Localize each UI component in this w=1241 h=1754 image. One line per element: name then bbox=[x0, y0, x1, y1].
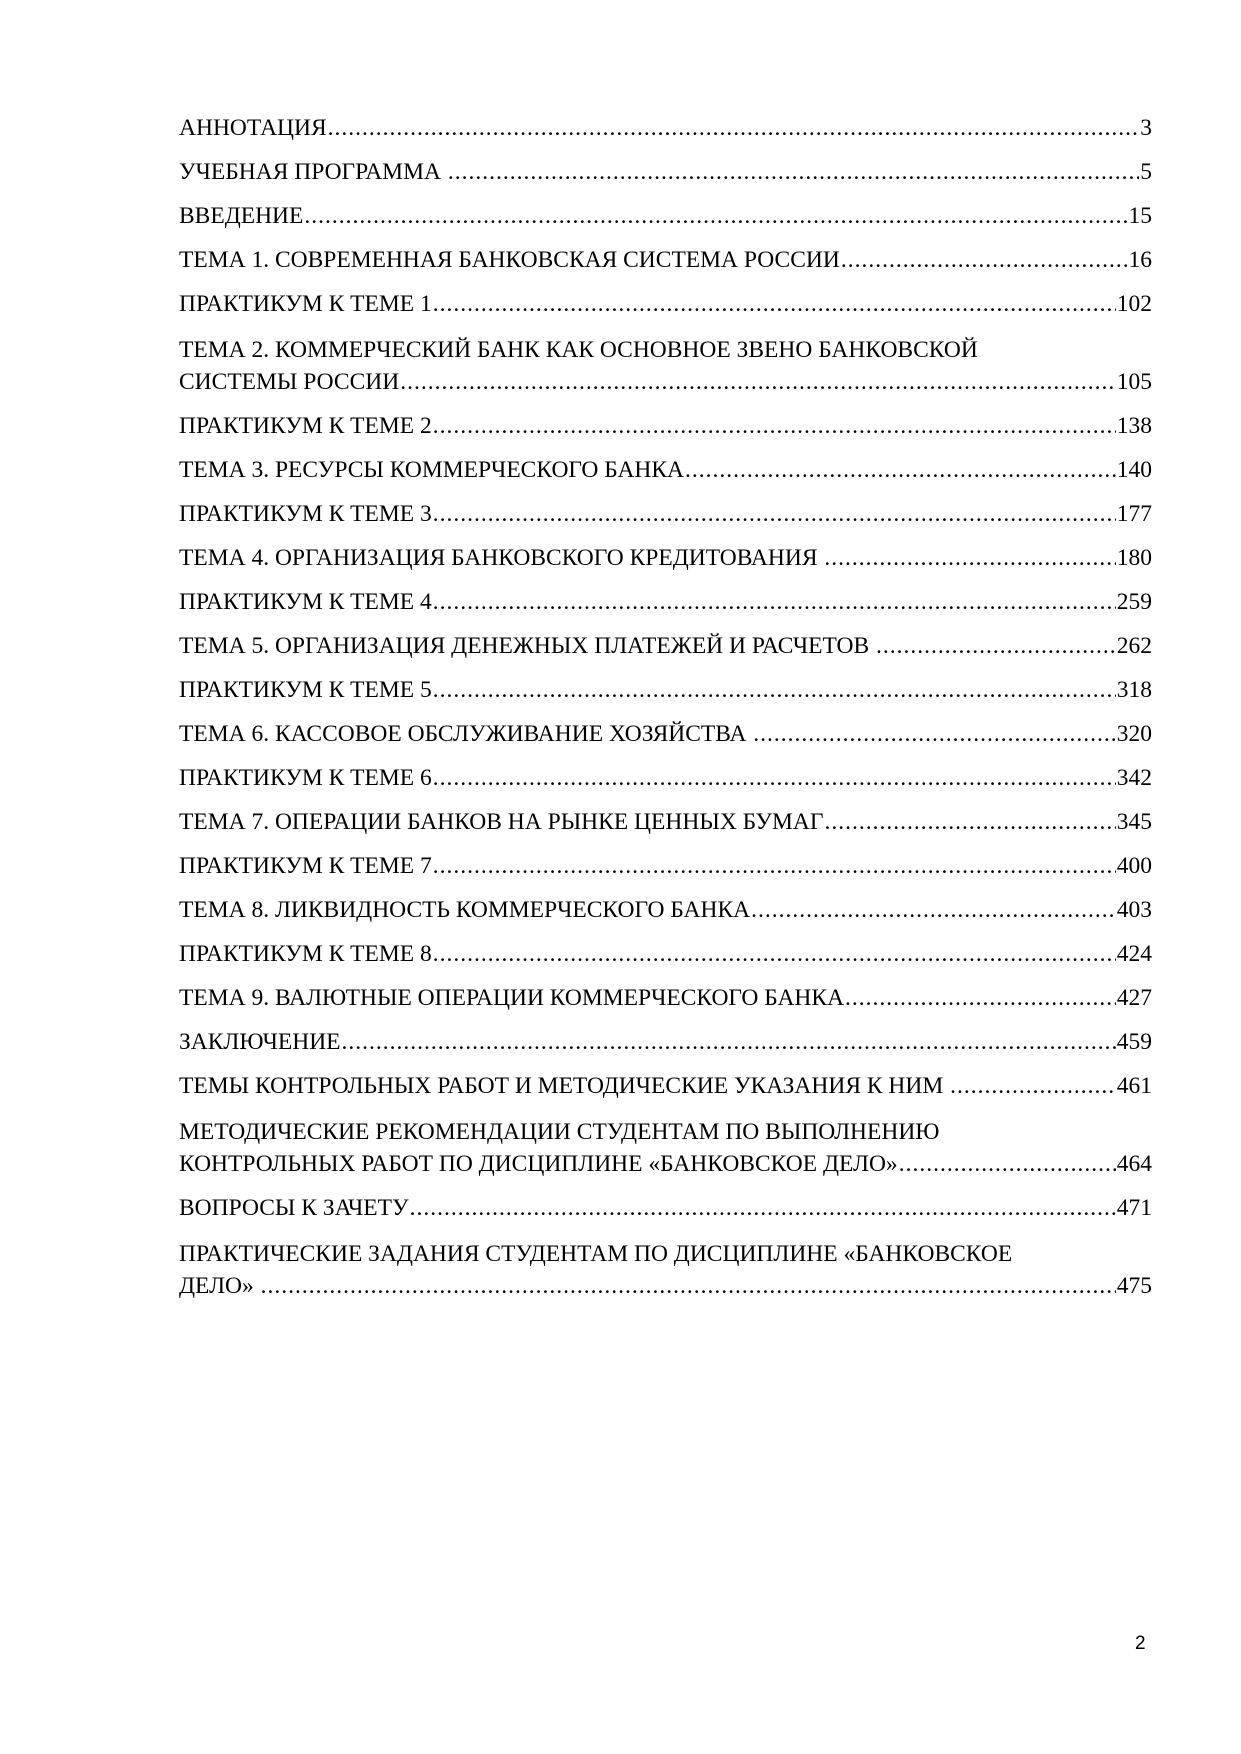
toc-entry-title: ТЕМА 3. РЕСУРСЫ КОММЕРЧЕСКОГО БАНКА bbox=[179, 457, 685, 483]
toc-entry-title: ВВЕДЕНИЕ bbox=[179, 203, 304, 229]
toc-entry-title-line1: ПРАКТИЧЕСКИЕ ЗАДАНИЯ СТУДЕНТАМ ПО ДИСЦИПЛИНЕ «БАНКОВСКОЕ bbox=[179, 1241, 1013, 1267]
toc-entry[interactable] bbox=[179, 1115, 1152, 1180]
toc-entry[interactable] bbox=[179, 245, 1152, 276]
toc-entry-title: ПРАКТИКУМ К ТЕМЕ 8 bbox=[179, 941, 432, 967]
table-of-contents bbox=[179, 113, 1152, 1315]
toc-entry-title: ПРАКТИКУМ К ТЕМЕ 7 bbox=[179, 853, 432, 879]
toc-entry-page: 177 bbox=[1116, 501, 1152, 527]
toc-entry-page: 461 bbox=[1116, 1073, 1152, 1099]
toc-leader-dots bbox=[824, 543, 1115, 574]
toc-entry-title: ТЕМА 6. КАССОВОЕ ОБСЛУЖИВАНИЕ ХОЗЯЙСТВА bbox=[179, 721, 753, 747]
toc-leader-dots bbox=[433, 587, 1116, 618]
toc-entry[interactable] bbox=[179, 587, 1152, 618]
toc-entry-page: 459 bbox=[1116, 1029, 1152, 1055]
toc-entry-page: 140 bbox=[1116, 457, 1152, 483]
toc-leader-dots bbox=[433, 939, 1116, 970]
toc-entry-title-line1: МЕТОДИЧЕСКИЕ РЕКОМЕНДАЦИИ СТУДЕНТАМ ПО ВЫПОЛНЕНИЮ bbox=[179, 1119, 940, 1145]
toc-entry[interactable] bbox=[179, 631, 1152, 662]
toc-entry-title-line1: ТЕМА 2. КОММЕРЧЕСКИЙ БАНК КАК ОСНОВНОЕ ЗВЕНО БАНКОВСКОЙ bbox=[179, 337, 978, 363]
toc-entry[interactable] bbox=[179, 807, 1152, 838]
toc-entry-page: 262 bbox=[1116, 633, 1152, 659]
toc-entry-title: ДЕЛО» bbox=[179, 1273, 260, 1299]
toc-entry-page: 3 bbox=[1140, 115, 1152, 141]
toc-entry-page: 471 bbox=[1116, 1195, 1152, 1221]
toc-leader-dots bbox=[845, 983, 1116, 1014]
toc-entry[interactable] bbox=[179, 675, 1152, 706]
toc-entry-page: 424 bbox=[1116, 941, 1152, 967]
toc-entry-page: 102 bbox=[1116, 291, 1152, 317]
toc-entry[interactable] bbox=[179, 455, 1152, 486]
toc-entry-page: 5 bbox=[1140, 159, 1152, 185]
toc-entry-page: 318 bbox=[1116, 677, 1152, 703]
toc-entry-title: ТЕМА 8. ЛИКВИДНОСТЬ КОММЕРЧЕСКОГО БАНКА bbox=[179, 897, 751, 923]
toc-entry-title: ТЕМА 9. ВАЛЮТНЫЕ ОПЕРАЦИИ КОММЕРЧЕСКОГО БАНКА bbox=[179, 985, 845, 1011]
toc-leader-dots bbox=[433, 411, 1116, 442]
toc-leader-dots bbox=[328, 113, 1140, 144]
toc-entry-title: ВОПРОСЫ К ЗАЧЕТУ bbox=[179, 1195, 409, 1221]
toc-entry-title: ПРАКТИКУМ К ТЕМЕ 2 bbox=[179, 413, 432, 439]
toc-entry-title: ПРАКТИКУМ К ТЕМЕ 3 bbox=[179, 501, 432, 527]
toc-entry-page: 15 bbox=[1128, 203, 1152, 229]
toc-entry-page: 16 bbox=[1128, 247, 1152, 273]
toc-leader-dots bbox=[433, 675, 1116, 706]
toc-leader-dots bbox=[433, 499, 1116, 530]
toc-leader-dots bbox=[400, 367, 1116, 398]
toc-entry-title: ПРАКТИКУМ К ТЕМЕ 6 bbox=[179, 765, 432, 791]
toc-entry[interactable] bbox=[179, 333, 1152, 398]
toc-leader-dots bbox=[304, 201, 1127, 232]
toc-entry[interactable] bbox=[179, 939, 1152, 970]
toc-entry-page: 345 bbox=[1116, 809, 1152, 835]
toc-entry-title: ТЕМА 5. ОРГАНИЗАЦИЯ ДЕНЕЖНЫХ ПЛАТЕЖЕЙ И РАСЧЕТОВ bbox=[179, 633, 876, 659]
toc-entry-page: 464 bbox=[1116, 1151, 1152, 1177]
toc-entry-page: 138 bbox=[1116, 413, 1152, 439]
toc-leader-dots bbox=[824, 807, 1115, 838]
toc-leader-dots bbox=[685, 455, 1116, 486]
toc-entry-page: 427 bbox=[1116, 985, 1152, 1011]
toc-leader-dots bbox=[841, 245, 1128, 276]
toc-entry-page: 320 bbox=[1116, 721, 1152, 747]
toc-entry[interactable] bbox=[179, 201, 1152, 232]
toc-entry-page: 403 bbox=[1116, 897, 1152, 923]
toc-entry-title: УЧЕБНАЯ ПРОГРАММА bbox=[179, 159, 447, 185]
toc-entry-title: ТЕМА 4. ОРГАНИЗАЦИЯ БАНКОВСКОГО КРЕДИТОВАНИЯ bbox=[179, 545, 824, 571]
toc-entry[interactable] bbox=[179, 763, 1152, 794]
toc-entry[interactable] bbox=[179, 499, 1152, 530]
toc-leader-dots bbox=[950, 1071, 1116, 1102]
toc-leader-dots bbox=[410, 1193, 1116, 1224]
toc-entry-title: ПРАКТИКУМ К ТЕМЕ 1 bbox=[179, 291, 432, 317]
toc-entry-title: КОНТРОЛЬНЫХ РАБОТ ПО ДИСЦИПЛИНЕ «БАНКОВСКОЕ ДЕЛО» bbox=[179, 1151, 898, 1177]
toc-leader-dots bbox=[753, 719, 1115, 750]
toc-leader-dots bbox=[899, 1149, 1116, 1180]
toc-leader-dots bbox=[751, 895, 1116, 926]
toc-entry-page: 259 bbox=[1116, 589, 1152, 615]
toc-entry-page: 342 bbox=[1116, 765, 1152, 791]
toc-entry[interactable] bbox=[179, 895, 1152, 926]
toc-entry-page: 400 bbox=[1116, 853, 1152, 879]
toc-entry[interactable] bbox=[179, 113, 1152, 144]
toc-entry[interactable] bbox=[179, 983, 1152, 1014]
toc-leader-dots bbox=[433, 289, 1116, 320]
toc-leader-dots bbox=[261, 1271, 1116, 1302]
page-number: 2 bbox=[1135, 1633, 1146, 1654]
toc-entry-page: 475 bbox=[1116, 1273, 1152, 1299]
toc-entry[interactable] bbox=[179, 1237, 1152, 1302]
toc-entry-title: ТЕМА 7. ОПЕРАЦИИ БАНКОВ НА РЫНКЕ ЦЕННЫХ БУМАГ bbox=[179, 809, 824, 835]
toc-entry[interactable] bbox=[179, 1193, 1152, 1224]
toc-entry-title: АННОТАЦИЯ bbox=[179, 115, 327, 141]
toc-leader-dots bbox=[342, 1027, 1116, 1058]
toc-entry[interactable] bbox=[179, 543, 1152, 574]
toc-leader-dots bbox=[448, 157, 1139, 188]
toc-entry[interactable] bbox=[179, 719, 1152, 750]
toc-entry-page: 180 bbox=[1116, 545, 1152, 571]
toc-entry[interactable] bbox=[179, 411, 1152, 442]
toc-leader-dots bbox=[876, 631, 1116, 662]
toc-entry[interactable] bbox=[179, 1027, 1152, 1058]
toc-leader-dots bbox=[433, 763, 1116, 794]
toc-entry-title: ПРАКТИКУМ К ТЕМЕ 5 bbox=[179, 677, 432, 703]
toc-entry-page: 105 bbox=[1116, 369, 1152, 395]
toc-entry[interactable] bbox=[179, 289, 1152, 320]
toc-entry[interactable] bbox=[179, 1071, 1152, 1102]
toc-entry-title: ТЕМА 1. СОВРЕМЕННАЯ БАНКОВСКАЯ СИСТЕМА РОССИИ bbox=[179, 247, 840, 273]
toc-entry-title: СИСТЕМЫ РОССИИ bbox=[179, 369, 400, 395]
toc-entry[interactable] bbox=[179, 157, 1152, 188]
toc-entry[interactable] bbox=[179, 851, 1152, 882]
toc-entry-title: ПРАКТИКУМ К ТЕМЕ 4 bbox=[179, 589, 432, 615]
toc-leader-dots bbox=[433, 851, 1116, 882]
toc-entry-title: ТЕМЫ КОНТРОЛЬНЫХ РАБОТ И МЕТОДИЧЕСКИЕ УКАЗАНИЯ К НИМ bbox=[179, 1073, 950, 1099]
toc-entry-title: ЗАКЛЮЧЕНИЕ bbox=[179, 1029, 341, 1055]
